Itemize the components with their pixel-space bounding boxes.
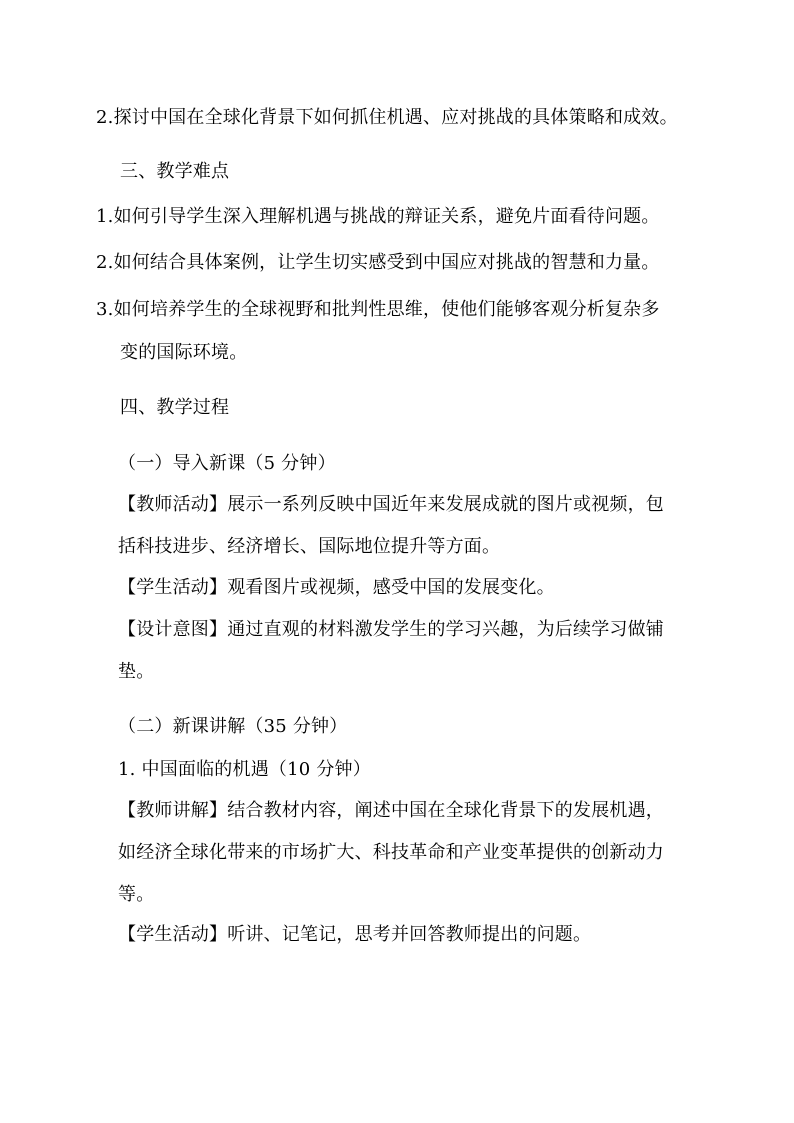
- difficulty-item-3: 3.如何培养学生的全球视野和批判性思维，使他们能够客观分析复杂多: [96, 299, 660, 320]
- subsection-heading-new-lesson: （二）新课讲解（35 分钟）: [118, 716, 348, 737]
- teacher-explanation-paragraph-continued: 如经济全球化带来的市场扩大、科技革命和产业变革提供的创新动力: [118, 842, 664, 863]
- student-activity-paragraph: 【学生活动】观看图片或视频，感受中国的发展变化。: [118, 577, 555, 598]
- section-heading-teaching-process: 四、教学过程: [120, 397, 230, 418]
- section-heading-teaching-difficulties: 三、教学难点: [120, 161, 230, 182]
- student-activity-paragraph-2: 【学生活动】听讲、记笔记，思考并回答教师提出的问题。: [118, 924, 592, 945]
- subsection-heading-introduction: （一）导入新课（5 分钟）: [118, 453, 336, 474]
- difficulty-item-1: 1.如何引导学生深入理解机遇与挑战的辩证关系，避免片面看待问题。: [96, 206, 660, 227]
- design-intent-paragraph-continued: 垫。: [118, 661, 155, 682]
- topic-heading-opportunities: 1. 中国面临的机遇（10 分钟）: [118, 759, 371, 780]
- difficulty-item-2: 2.如何结合具体案例，让学生切实感受到中国应对挑战的智慧和力量。: [96, 252, 660, 273]
- design-intent-paragraph: 【设计意图】通过直观的材料激发学生的学习兴趣，为后续学习做铺: [118, 619, 664, 640]
- teacher-activity-paragraph-continued: 括科技进步、经济增长、国际地位提升等方面。: [118, 536, 501, 557]
- difficulty-item-3-continued: 变的国际环境。: [120, 342, 248, 363]
- teacher-explanation-paragraph: 【教师讲解】结合教材内容，阐述中国在全球化背景下的发展机遇，: [118, 800, 664, 821]
- teacher-explanation-paragraph-end: 等。: [118, 884, 155, 905]
- strategy-item-2: 2.探讨中国在全球化背景下如何抓住机遇、应对挑战的具体策略和成效。: [96, 107, 678, 128]
- teacher-activity-paragraph: 【教师活动】展示一系列反映中国近年来发展成就的图片或视频，包: [118, 494, 664, 515]
